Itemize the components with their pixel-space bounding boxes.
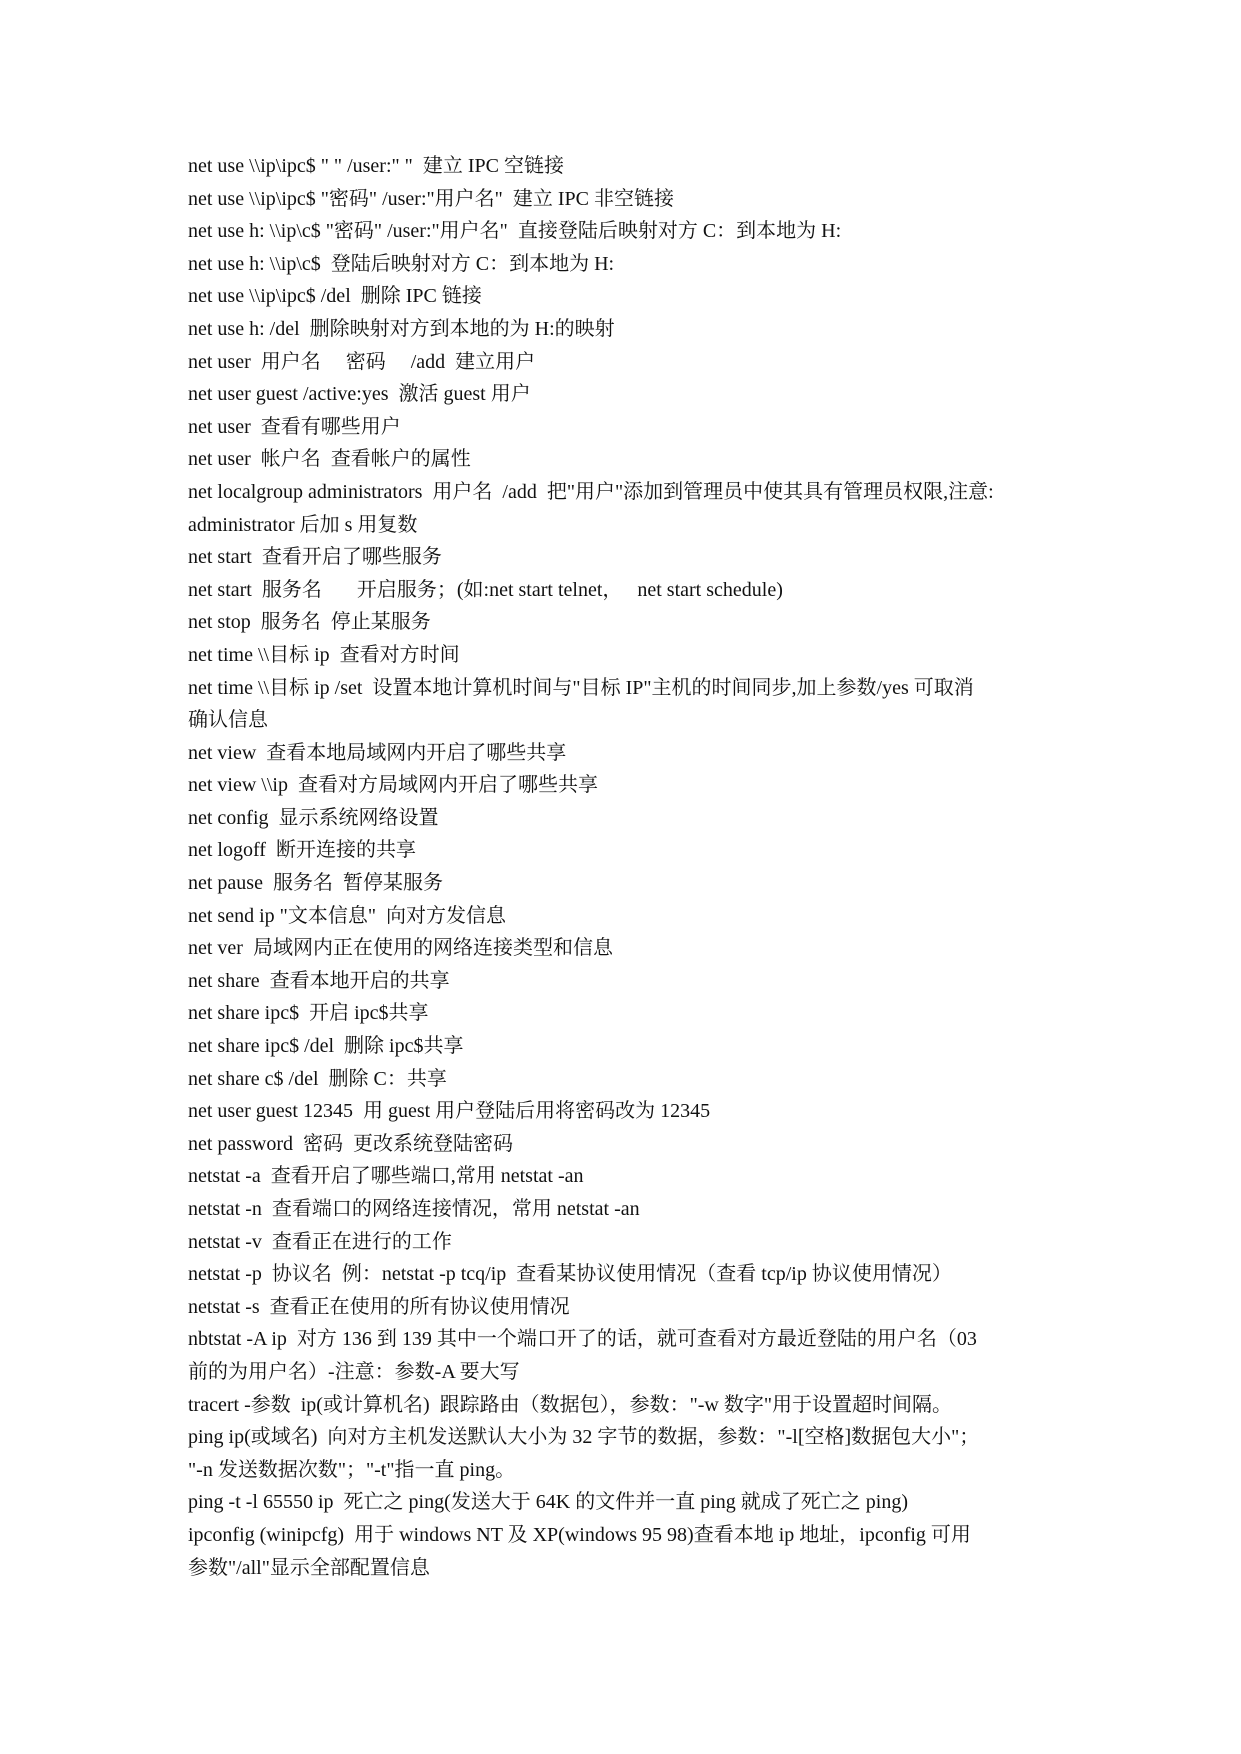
text-line: net pause 服务名 暂停某服务: [188, 872, 443, 895]
text-line: net send ip "文本信息" 向对方发信息: [188, 904, 506, 927]
text-line: net user 查看有哪些用户: [188, 415, 401, 438]
text-line: net start 服务名 开启服务；(如:net start telnet， net start schedule): [188, 578, 783, 601]
text-line: ping ip(或域名) 向对方主机发送默认大小为 32 字节的数据，参数："-l[空格]数据包大小"；: [188, 1426, 980, 1449]
text-line: net stop 服务名 停止某服务: [188, 611, 431, 634]
text-line: net use \\ip\ipc$ " " /user:" " 建立 IPC 空链接: [188, 155, 564, 177]
text-line: netstat -v 查看正在进行的工作: [188, 1230, 452, 1253]
text-line: net logoff 断开连接的共享: [188, 839, 416, 862]
text-line: net time \\目标 ip /set 设置本地计算机时间与"目标 IP"主机的时间同步,加上参数/yes 可取消: [188, 676, 974, 699]
text-line: net user 用户名 密码 /add 建立用户: [188, 350, 536, 373]
text-line: 参数"/all"显示全部配置信息: [188, 1556, 430, 1579]
text-line: net share 查看本地开启的共享: [188, 969, 450, 992]
text-line: net use h: /del 删除映射对方到本地的为 H:的映射: [188, 317, 615, 340]
text-line: tracert -参数 ip(或计算机名) 跟踪路由（数据包），参数："-w 数字"用于设置超时间隔。: [188, 1393, 953, 1416]
text-line: "-n 发送数据次数"；"-t"指一直 ping。: [188, 1458, 516, 1481]
text-line: net user guest /active:yes 激活 guest 用户: [188, 383, 531, 406]
text-line: net view \\ip 查看对方局域网内开启了哪些共享: [188, 774, 598, 797]
text-line: ipconfig (winipcfg) 用于 windows NT 及 XP(windows 95 98)查看本地 ip 地址，ipconfig 可用: [188, 1523, 971, 1546]
text-line: netstat -p 协议名 例：netstat -p tcq/ip 查看某协议使用情况（查看 tcp/ip 协议使用情况）: [188, 1263, 952, 1286]
text-line: 前的为用户名）-注意：参数-A 要大写: [188, 1360, 520, 1383]
text-line: net use \\ip\ipc$ /del 删除 IPC 链接: [188, 285, 482, 308]
text-line: 确认信息: [188, 709, 268, 732]
text-line: nbtstat -A ip 对方 136 到 139 其中一个端口开了的话，就可查看对方最近登陆的用户名（03: [188, 1328, 977, 1351]
text-line: net share ipc$ /del 删除 ipc$共享: [188, 1035, 464, 1058]
text-line: net use h: \\ip\c$ 登陆后映射对方 C：到本地为 H:: [188, 252, 615, 275]
document-body: [188, 150, 1058, 1584]
text-line: net view 查看本地局域网内开启了哪些共享: [188, 741, 567, 764]
text-line: ping -t -l 65550 ip 死亡之 ping(发送大于 64K 的文件并一直 ping 就成了死亡之 ping): [188, 1491, 908, 1514]
text-line: netstat -n 查看端口的网络连接情况，常用 netstat -an: [188, 1198, 640, 1220]
text-line: net user guest 12345 用 guest 用户登陆后用将密码改为 12345: [188, 1100, 711, 1123]
text-line: net password 密码 更改系统登陆密码: [188, 1132, 513, 1155]
text-line: net use h: \\ip\c$ "密码" /user:"用户名" 直接登陆后映射对方 C：到本地为 H:: [188, 220, 842, 243]
text-line: net share ipc$ 开启 ipc$共享: [188, 1002, 429, 1025]
text-line: net use \\ip\ipc$ "密码" /user:"用户名" 建立 IPC 非空链接: [188, 187, 674, 210]
text-line: net ver 局域网内正在使用的网络连接类型和信息: [188, 937, 613, 960]
text-line: netstat -s 查看正在使用的所有协议使用情况: [188, 1295, 570, 1318]
text-line: net user 帐户名 查看帐户的属性: [188, 448, 471, 471]
text-line: administrator 后加 s 用复数: [188, 513, 418, 536]
text-line: net localgroup administrators 用户名 /add 把"用户"添加到管理员中使其具有管理员权限,注意:: [188, 480, 994, 503]
text-line: net time \\目标 ip 查看对方时间: [188, 643, 460, 666]
text-line: net start 查看开启了哪些服务: [188, 546, 442, 569]
text-line: net share c$ /del 删除 C：共享: [188, 1067, 447, 1090]
text-line: net config 显示系统网络设置: [188, 806, 439, 829]
text-line: netstat -a 查看开启了哪些端口,常用 netstat -an: [188, 1165, 584, 1188]
